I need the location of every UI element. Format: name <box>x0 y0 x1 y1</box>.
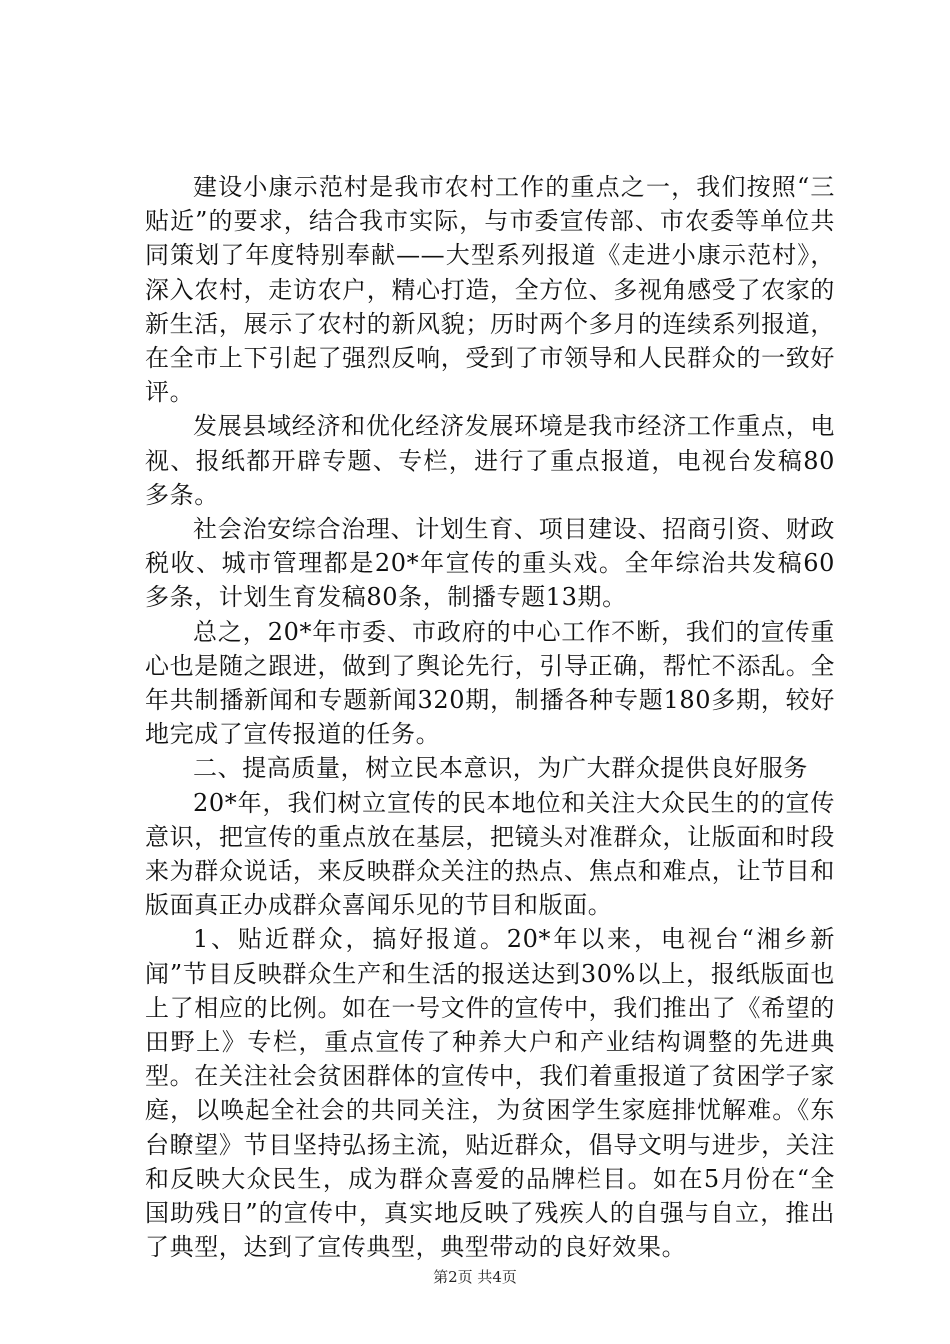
paragraph-close-to-masses: 1、贴近群众，搞好报道。20*年以来，电视台“湘乡新闻”节目反映群众生产和生活的报送达到30%以上，报纸版面也上了相应的比例。如在一号文件的宣传中，我们推出了《希望的田野上》专栏，重点宣传了种养大户和产业结构调整的先进典型。在关注社会贫困群体的宣传中，我们着重报道了贫困学子家庭，以唤起全社会的共同关注，为贫困学生家庭排忧解难。《东台瞭望》节目坚持弘扬主流，贴近群众，倡导文明与进步，关注和反映大众民生，成为群众喜爱的品牌栏目。如在5月份在“全国助残日”的宣传中，真实地反映了残疾人的自强与自立，推出了典型，达到了宣传典型，典型带动的良好效果。 <box>145 925 835 1262</box>
document-body <box>145 170 835 1265</box>
section-heading-quality: 二、提高质量，树立民本意识，为广大群众提供良好服务 <box>193 754 808 783</box>
paragraph-people-oriented: 20*年，我们树立宣传的民本地位和关注大众民生的的宣传意识，把宣传的重点放在基层，把镜头对准群众，让版面和时段来为群众说话，来反映群众关注的热点、焦点和难点，让节目和版面真正办成群众喜闻乐见的节目和版面。 <box>145 788 835 920</box>
paragraph-summary: 总之，20*年市委、市政府的中心工作不断，我们的宣传重心也是随之跟进，做到了舆论先行，引导正确，帮忙不添乱。全年共制播新闻和专题新闻320期，制播各种专题180多期，较好地完成了宣传报道的任务。 <box>145 617 835 749</box>
paragraph-county-economy: 发展县域经济和优化经济发展环境是我市经济工作重点，电视、报纸都开辟专题、专栏，进行了重点报道，电视台发稿80多条。 <box>145 412 835 509</box>
paragraph-model-village: 建设小康示范村是我市农村工作的重点之一，我们按照“三贴近”的要求，结合我市实际，与市委宣传部、市农委等单位共同策划了年度特别奉献——大型系列报道《走进小康示范村》，深入农村，走访农户，精心打造，全方位、多视角感受了农家的新生活，展示了农村的新风貌；历时两个多月的连续系列报道，在全市上下引起了强烈反响，受到了市领导和人民群众的一致好评。 <box>145 173 835 407</box>
page-number-footer: 第2页 共4页 <box>433 1268 517 1286</box>
paragraph-social-governance: 社会治安综合治理、计划生育、项目建设、招商引资、财政税收、城市管理都是20*年宣传的重头戏。全年综治共发稿60多条，计划生育发稿80条，制播专题13期。 <box>145 515 835 612</box>
